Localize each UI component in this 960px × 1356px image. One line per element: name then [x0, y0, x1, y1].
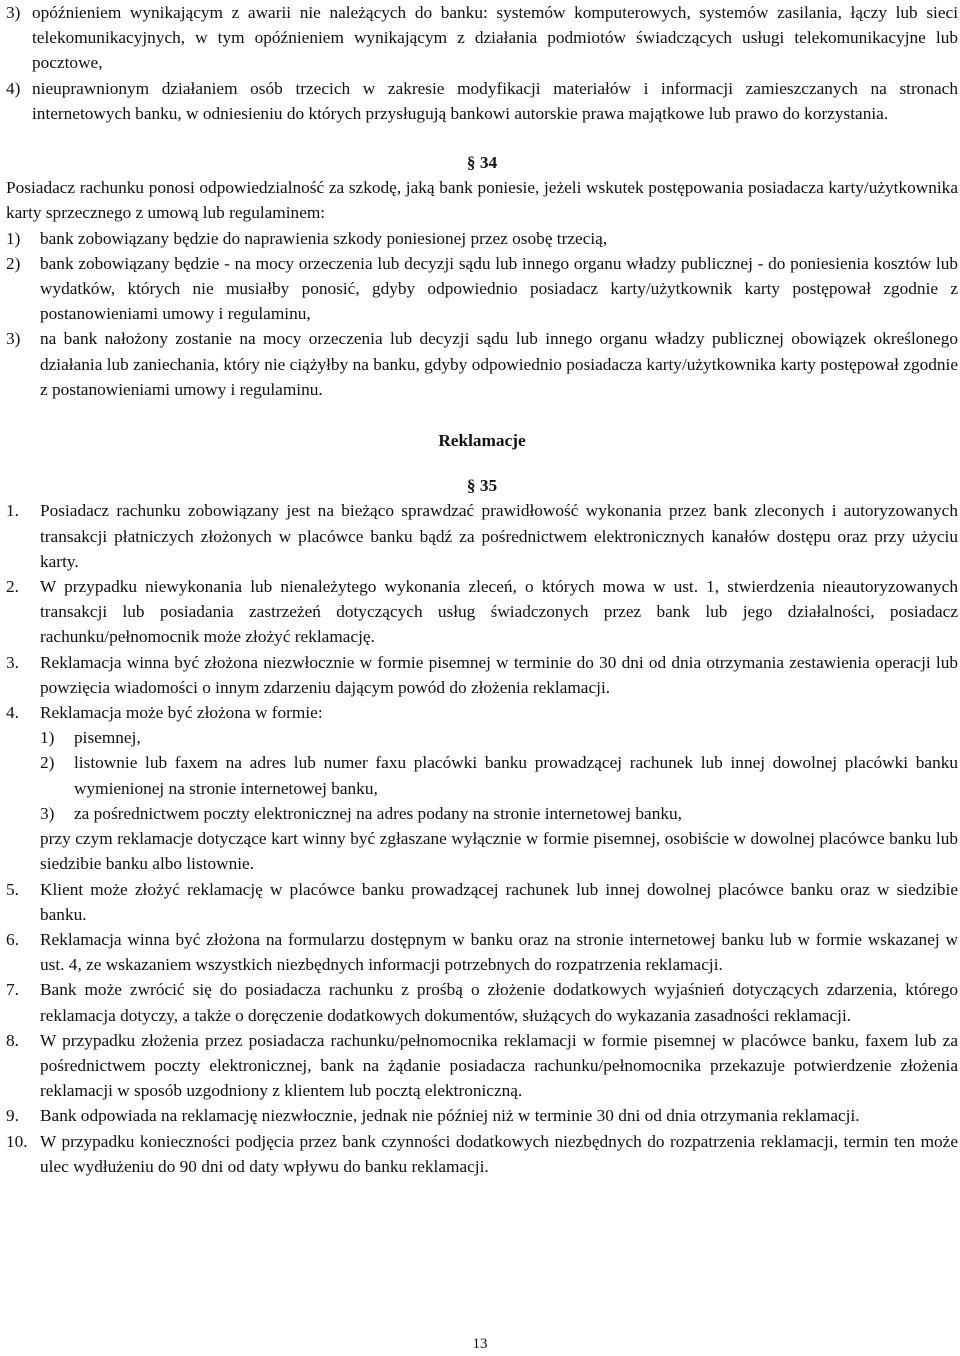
list-item [6, 977, 958, 1027]
list-number: 3. [6, 652, 19, 672]
section-heading: § 35 [466, 476, 498, 496]
list-number: 2) [40, 753, 55, 773]
list-text: Bank odpowiada na reklamację niezwłocznie, jednak nie później niż w terminie 30 dni od dnia otrzymania reklamacji. [40, 1106, 860, 1126]
list-item [6, 1103, 958, 1128]
list-number: 9. [6, 1106, 19, 1126]
list-number: 1) [6, 228, 21, 248]
list-text: Reklamacja może być złożona w formie: [40, 703, 323, 723]
sub-list-item [40, 725, 958, 750]
list-number: 7. [6, 980, 19, 1000]
list-text: Bank może zwrócić się do posiadacza rachunku z prośbą o złożenie dodatkowych wyjaśnień dotyczących zdarzenia, którego reklamacja dotyczy, a także o doręczenie dodatkowych dokumentów, służących do wykazania zasadności reklamacji. [40, 980, 958, 1025]
list-number: 8. [6, 1030, 19, 1050]
list-item [6, 226, 958, 251]
list-number: 3) [6, 329, 21, 349]
list-text: Klient może złożyć reklamację w placówce banku prowadzącej rachunek lub innej dowolnej placówce banku oraz w siedzibie banku. [40, 879, 958, 924]
sub-list [6, 725, 958, 826]
list-text: W przypadku złożenia przez posiadacza rachunku/pełnomocnika reklamacji w formie pisemnej w placówce banku, faxem lub za pośrednictwem poczty elektronicznej, bank na żądanie posiadacza rachunku/pełnomocnika przekazuje potwierdzenie złożenia reklamacji w sposób uzgodniony z klientem lub pocztą elektroniczną. [40, 1030, 958, 1101]
list-text: Posiadacz rachunku zobowiązany jest na bieżąco sprawdzać prawidłowość wykonania przez bank zleconych i autoryzowanych transakcji płatniczych złożonych w placówce banku bądź za pośrednictwem elektronicznych kanałów dostępu oraz przy użyciu karty. [40, 501, 958, 571]
list-number: 4) [6, 78, 21, 98]
list-number: 1) [40, 728, 55, 748]
list-item [6, 700, 958, 725]
list-item [6, 877, 958, 927]
list-item [6, 0, 958, 76]
list-item [6, 650, 958, 700]
sub-list-item [40, 801, 958, 826]
list-text: Reklamacja winna być złożona niezwłocznie w formie pisemnej w terminie do 30 dni od dnia otrzymania zestawienia operacji lub powzięcia wiadomości o innym zdarzeniu dającym powód do złożenia reklamacji. [40, 652, 958, 697]
list [6, 498, 958, 1178]
section-heading: § 34 [466, 153, 498, 173]
list-number: 3) [6, 3, 21, 22]
list-number: 10. [6, 1131, 28, 1151]
list-number: 5. [6, 879, 19, 899]
list-text: listownie lub faxem na adres lub numer faxu placówki banku prowadzącej rachunek lub innej dowolnej placówki banku wymienionej na stronie internetowej banku, [74, 753, 958, 798]
list-text: opóźnieniem wynikającym z awarii nie należących do banku: systemów komputerowych, systemów zasilania, łączy lub sieci telekomunikacyjnych, w tym opóźnieniem wynikającym z działania podmiotów świadczących usługi telekomunikacyjne lub pocztowe, [32, 3, 958, 73]
list [6, 226, 958, 402]
page-number: 13 [472, 1336, 488, 1352]
list-item [6, 927, 958, 977]
list-text: na bank nałożony zostanie na mocy orzeczenia lub decyzji sądu lub innego organu władzy publicznej obowiązek określonego działania lub zaniechania, który nie ciążyłby na banku, gdyby odpowiednio posiadacza karty/użytkownika karty postępował zgodnie z postanowieniami umowy i regulaminu. [40, 329, 958, 399]
list-number: 4. [6, 703, 19, 723]
list-text: W przypadku konieczności podjęcia przez bank czynności dodatkowych niezbędnych do rozpatrzenia reklamacji, termin ten może ulec wydłużeniu do 90 dni od daty wpływu do banku reklamacji. [40, 1131, 958, 1176]
list-item [6, 498, 958, 574]
list-number: 1. [6, 501, 19, 521]
list-item [6, 1129, 958, 1179]
paragraph: Posiadacz rachunku ponosi odpowiedzialność za szkodę, jaką bank poniesie, jeżeli wskutek postępowania posiadacza karty/użytkownika karty sprzecznego z umową lub regulaminem: [6, 178, 958, 223]
list-item [6, 76, 958, 126]
list-number: 2. [6, 577, 19, 597]
list-item [6, 574, 958, 650]
list-text: W przypadku niewykonania lub nienależytego wykonania zleceń, o których mowa w ust. 1, stwierdzenia nieautoryzowanych transakcji lub posiadania zastrzeżeń dotyczących usług świadczonych przez bank lub jego działalności, posiadacz rachunku/pełnomocnik może złożyć reklamację. [40, 577, 958, 647]
list-item [6, 251, 958, 327]
list-text: bank zobowiązany będzie do naprawienia szkody poniesionej przez osobę trzecią, [40, 228, 608, 248]
list-item [6, 326, 958, 402]
document-page [6, 0, 958, 1179]
list-text: Reklamacja winna być złożona na formularzu dostępnym w banku oraz na stronie internetowej banku lub w formie wskazanej w ust. 4, ze wskazaniem wszystkich niezbędnych informacji potrzebnych do rozpatrzenia reklamacji. [40, 929, 958, 975]
list-number: 2) [6, 253, 21, 273]
list-text: za pośrednictwem poczty elektronicznej na adres podany na stronie internetowej banku, [74, 803, 682, 823]
section-title: Reklamacje [438, 431, 526, 451]
list-item [6, 1028, 958, 1104]
list-text: nieuprawnionym działaniem osób trzecich w zakresie modyfikacji materiałów i informacji zamieszczanych na stronach internetowych banku, w odniesieniu do których przysługują bankowi autorskie prawa majątkowe lub prawo do korzystania. [32, 78, 958, 123]
list-text: bank zobowiązany będzie - na mocy orzeczenia lub decyzji sądu lub innego organu władzy publicznej - do poniesienia kosztów lub wydatków, których nie musiałby ponosić, gdyby odpowiednio posiadacz karty/użytkownik karty postępował zgodnie z postanowieniami umowy i regulaminu, [40, 253, 958, 324]
list-text: pisemnej, [74, 728, 141, 748]
list-number: 6. [6, 929, 19, 949]
list-continuation: przy czym reklamacje dotyczące kart winny być zgłaszane wyłącznie w formie pisemnej, osobiście w dowolnej placówce banku lub siedzibie banku albo listownie. [40, 829, 958, 874]
sub-list-item [40, 750, 958, 800]
list-number: 3) [40, 803, 55, 823]
